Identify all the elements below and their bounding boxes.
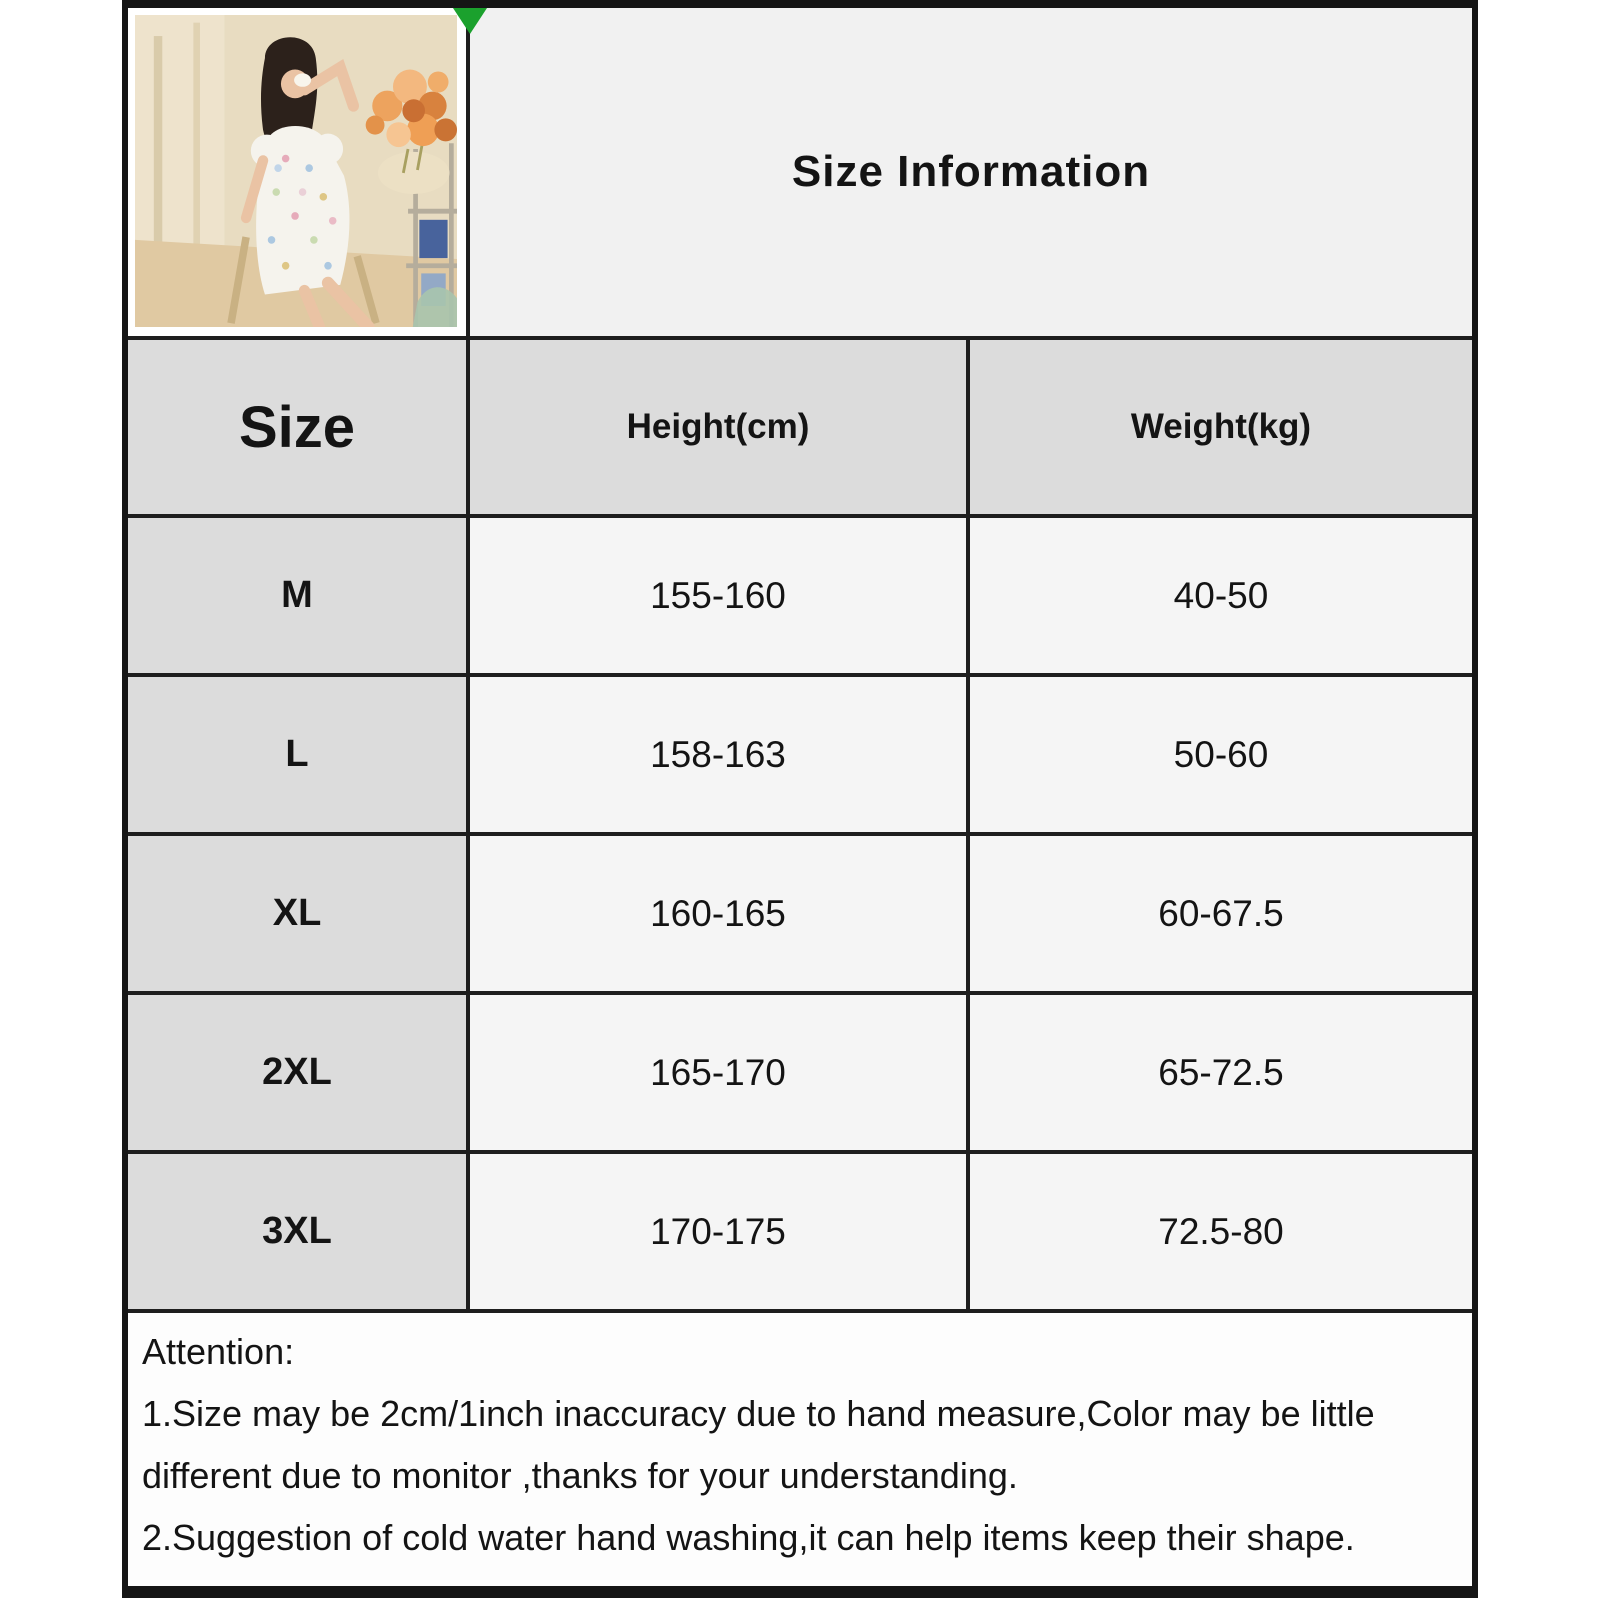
attention-note-1: 1.Size may be 2cm/1inch inaccuracy due to hand measure,Color may be little different due to monitor ,thanks for your understanding. bbox=[142, 1392, 1375, 1496]
cart-blue-item bbox=[419, 220, 447, 258]
table-row-l-weight: 50-60 bbox=[970, 677, 1472, 836]
table-row-m-height: 155-160 bbox=[470, 518, 970, 677]
table-row-xl-height: 160-165 bbox=[470, 836, 970, 995]
product-photo-illustration bbox=[135, 15, 457, 327]
table-row-l-height: 158-163 bbox=[470, 677, 970, 836]
size-information-table bbox=[122, 0, 1478, 1598]
table-row-m-size: M bbox=[128, 518, 470, 677]
page-title: Size Information bbox=[470, 8, 1472, 340]
column-header-height: Height(cm) bbox=[470, 340, 970, 518]
table-row-xl-weight: 60-67.5 bbox=[970, 836, 1472, 995]
table-row-m-weight: 40-50 bbox=[970, 518, 1472, 677]
table-row-3xl-size: 3XL bbox=[128, 1154, 470, 1313]
table-row-3xl-height: 170-175 bbox=[470, 1154, 970, 1313]
table-row-3xl-weight: 72.5-80 bbox=[970, 1154, 1472, 1313]
attention-heading: Attention: bbox=[142, 1331, 295, 1372]
cup bbox=[294, 73, 311, 86]
flower-basket bbox=[378, 152, 450, 194]
attention-note-2: 2.Suggestion of cold water hand washing,it can help items keep their shape. bbox=[142, 1516, 1355, 1558]
column-header-size: Size bbox=[128, 340, 470, 518]
table-row-2xl-size: 2XL bbox=[128, 995, 470, 1154]
attention-notes bbox=[128, 1313, 1472, 1586]
table-row-2xl-height: 165-170 bbox=[470, 995, 970, 1154]
table-row-l-size: L bbox=[128, 677, 470, 836]
product-photo bbox=[128, 8, 470, 340]
table-row-xl-size: XL bbox=[128, 836, 470, 995]
column-header-weight: Weight(kg) bbox=[970, 340, 1472, 518]
table-row-2xl-weight: 65-72.5 bbox=[970, 995, 1472, 1154]
green-corner-marker bbox=[453, 8, 487, 34]
